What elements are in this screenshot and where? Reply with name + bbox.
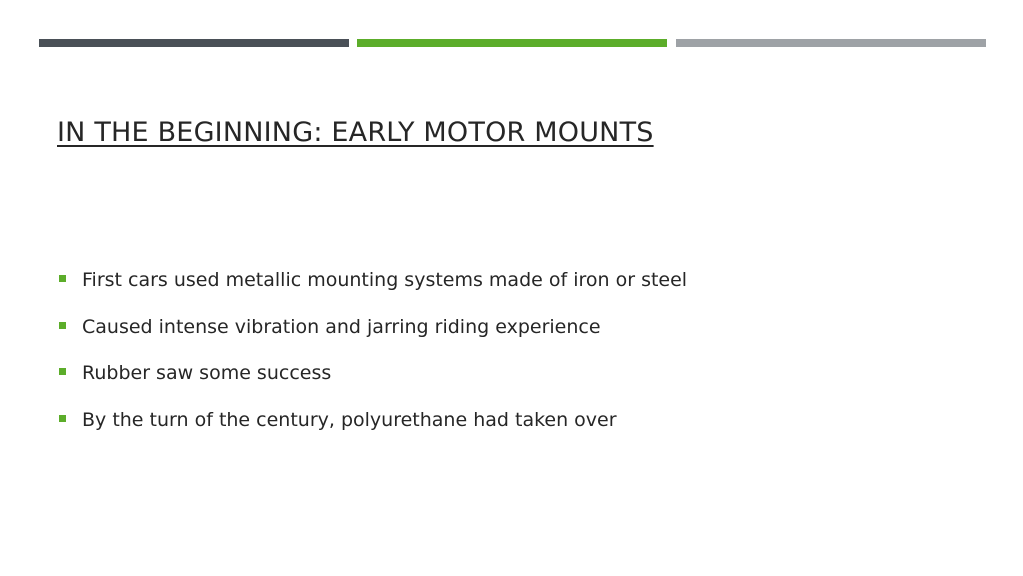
slide-title: IN THE BEGINNING: EARLY MOTOR MOUNTS xyxy=(57,117,654,148)
square-bullet-icon xyxy=(59,415,66,422)
bullet-text: Caused intense vibration and jarring riding experience xyxy=(82,315,601,338)
bullet-text: First cars used metallic mounting systems made of iron or steel xyxy=(82,269,688,291)
top-bar-gray xyxy=(676,39,986,47)
bullet-text: By the turn of the century, polyurethane had taken over xyxy=(82,408,617,431)
top-bar-dark xyxy=(39,39,349,47)
square-bullet-icon xyxy=(59,275,66,282)
top-bar-green xyxy=(357,39,667,47)
bullet-item xyxy=(57,313,687,360)
bullet-item xyxy=(57,406,687,453)
decorative-top-bars xyxy=(39,39,986,47)
bullet-item xyxy=(57,266,687,313)
bullet-text: Rubber saw some success xyxy=(82,362,332,384)
square-bullet-icon xyxy=(59,322,66,329)
bullet-item xyxy=(57,359,687,406)
square-bullet-icon xyxy=(59,368,66,375)
bullet-list xyxy=(57,266,687,452)
